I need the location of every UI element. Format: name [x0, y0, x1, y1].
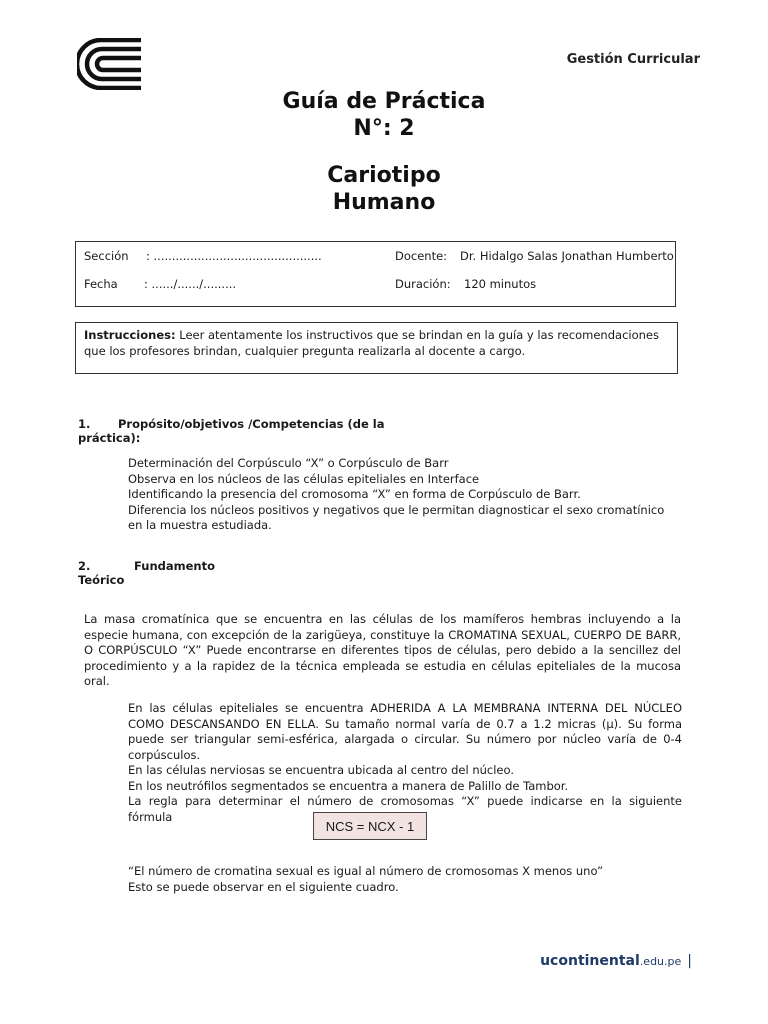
section-field[interactable]: : .............................................. — [146, 249, 322, 263]
section-2-heading-b: Teórico — [78, 573, 125, 587]
list-item: La regla para determinar el número de cromosomas “X” puede indicarse en la siguiente fórmula — [128, 794, 682, 824]
instructions-label: Instrucciones: — [84, 328, 176, 342]
date-label: Fecha — [84, 277, 118, 291]
page-title — [0, 88, 768, 142]
list-item: “El número de cromatina sexual es igual al número de cromosomas X menos uno” — [128, 864, 604, 878]
section-1-number: 1. — [78, 417, 91, 431]
section-2-number: 2. — [78, 559, 91, 573]
list-item: En las células nerviosas se encuentra ubicada al centro del núcleo. — [128, 763, 514, 777]
brand-name: ucontinental — [540, 953, 640, 969]
continental-logo-icon — [77, 38, 143, 90]
list-item: Identificando la presencia del cromosoma “X” en forma de Corpúsculo de Barr. — [128, 487, 581, 501]
footer-brand — [540, 953, 692, 969]
duration-value: 120 minutos — [464, 277, 537, 291]
section-2-heading — [78, 559, 258, 587]
title-line-1: Guía de Práctica — [282, 89, 486, 114]
list-item: Determinación del Corpúsculo “X” o Corpúsculo de Barr — [128, 456, 449, 470]
title-line-2: N°: 2 — [353, 116, 415, 141]
section-1-heading-b: práctica): — [78, 431, 141, 445]
instructions-text: Leer atentamente los instructivos que se brindan en la guía y las recomendaciones que los profesores brindan, cualquier pregunta realizarla al docente a cargo. — [84, 328, 659, 358]
title-line-4: Humano — [332, 190, 436, 215]
list-item: Observa en los núcleos de las células epiteliales en Interface — [128, 471, 480, 486]
formula-box: NCS = NCX - 1 — [313, 812, 427, 840]
objectives-list — [78, 456, 678, 534]
list-item: En las células epiteliales se encuentra ADHERIDA A LA MEMBRANA INTERNA DEL NÚCLEO COMO DESCANSANDO EN ELLA. Su tamaño normal varía de 0.7 a 1.2 micras (μ). Su forma puede ser triangular semi-esférica, alargada o circular. Su número por núcleo varía de 0-4 corpúsculos. — [128, 701, 682, 762]
teacher-value: Dr. Hidalgo Salas Jonathan Humberto — [460, 249, 674, 263]
list-item: Diferencia los núcleos positivos y negativos que le permitan diagnosticar el sexo cromatínico en la muestra estudiada. — [128, 502, 665, 532]
date-field[interactable]: : ....../....../......... — [144, 277, 237, 291]
list-item: Esto se puede observar en el siguiente cuadro. — [128, 879, 399, 894]
teacher-label: Docente: — [395, 249, 448, 263]
department-label: Gestión Curricular — [566, 52, 700, 67]
instructions-box — [75, 322, 678, 374]
formula-notes-list — [78, 864, 678, 895]
section-1-heading — [78, 417, 398, 445]
theory-list — [78, 701, 682, 825]
theory-paragraph: La masa cromatínica que se encuentra en las células de los mamíferos hembras incluyendo a la especie humana, con excepción de la zarigüeya, constituye la CROMATINA SEXUAL, CUERPO DE BARR, O CORPÚSCULO “X” Puede encontrarse en diferentes tipos de células, pero debido a la sencillez del procedimiento y a la rapidez de la técnica empleada se estudia en células epiteliales de la mucosa oral. — [84, 612, 681, 688]
list-item: En los neutrófilos segmentados se encuentra a manera de Palillo de Tambor. — [128, 778, 569, 793]
section-1-heading-a: Propósito/objetivos /Competencias (de la — [118, 417, 385, 431]
footer-separator: | — [687, 953, 692, 969]
section-label: Sección — [84, 249, 129, 263]
duration-label: Duración: — [395, 277, 451, 291]
section-2-heading-a: Fundamento — [134, 559, 216, 573]
title-line-3: Cariotipo — [327, 163, 441, 188]
practice-topic — [0, 162, 768, 216]
info-box — [75, 241, 676, 307]
brand-domain: .edu.pe — [639, 955, 682, 968]
